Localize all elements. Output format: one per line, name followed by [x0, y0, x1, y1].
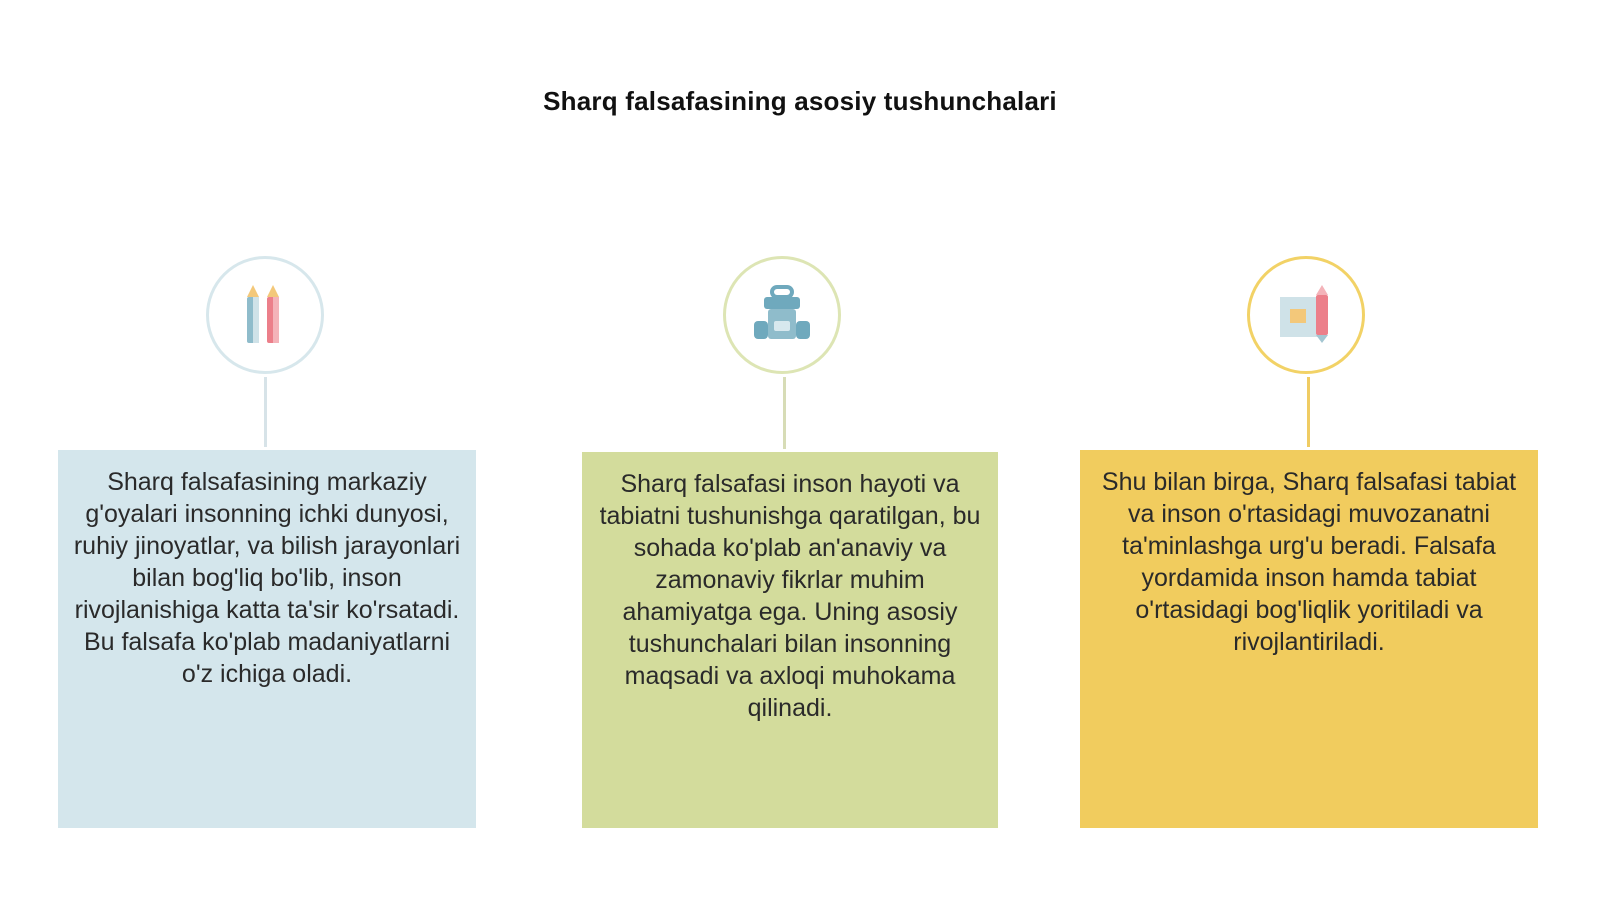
card-1-connector: [264, 377, 267, 447]
info-card-1-text: Sharq falsafasining markaziy g'oyalari insonning ichki dunyosi, ruhiy jinoyatlar, va bilish jarayonlari bilan bog'liq bo'lib, inson rivojlanishiga katta ta'sir ko'rsatadi. Bu falsafa ko'plab madaniyatlarni o'z ichiga oladi.: [73, 468, 461, 688]
info-card-3-text: Shu bilan birga, Sharq falsafasi tabiat va inson o'rtasidagi muvozanatni ta'minlashga urg'u beradi. Falsafa yordamida inson hamda tabiat o'rtasidagi bog'liqlik yoritiladi va rivojlantiriladi.: [1101, 468, 1517, 656]
info-card-1: [58, 450, 476, 828]
paper-pencil-icon: [1274, 283, 1338, 347]
card-3-connector: [1307, 377, 1310, 447]
card-3-icon-circle: [1247, 256, 1365, 374]
card-1-icon-circle: [206, 256, 324, 374]
info-card-2: [582, 452, 998, 828]
backpack-icon: [750, 283, 814, 347]
card-2-connector: [783, 377, 786, 449]
page-title: Sharq falsafasining asosiy tushunchalari: [543, 86, 1057, 116]
info-card-3: [1080, 450, 1538, 828]
info-card-2-text: Sharq falsafasi inson hayoti va tabiatni tushunishga qaratilgan, bu sohada ko'plab an'anaviy va zamonaviy fikrlar muhim ahamiyatga ega. Uning asosiy tushunchalari bilan insonning maqsadi va axloqi muhokama qilinadi.: [599, 470, 981, 722]
pencils-icon: [237, 283, 293, 347]
card-2-icon-circle: [723, 256, 841, 374]
